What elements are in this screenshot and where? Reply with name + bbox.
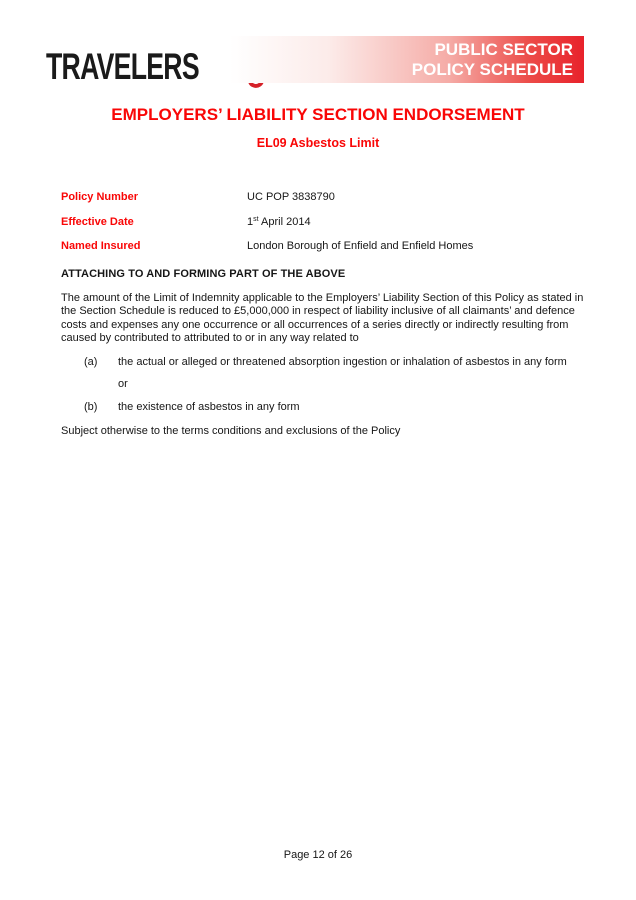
list-text-b: the existence of asbestos in any form [118,401,300,413]
effective-date-value [247,217,311,229]
travelers-wordmark: TRAVELERS [46,46,199,87]
header-banner [230,36,584,83]
paragraph-line: costs and expenses any one occurrence or all occurrences of a series directly or indirectly resulting from [61,318,569,331]
page-subtitle: EL09 Asbestos Limit [256,136,380,150]
policy-number-row [61,192,581,204]
page-number: Page 12 of 26 [283,849,353,861]
policy-details [61,192,581,266]
list-marker-b: (b) [84,401,98,413]
page-title: EMPLOYERS’ LIABILITY SECTION ENDORSEMENT [111,105,525,124]
named-insured-row [61,241,581,253]
date-day: 1 [247,215,254,228]
list-item-or: or [118,378,128,390]
list-text-a: the actual or alleged or threatened absorption ingestion or inhalation of asbestos in any form [118,356,567,368]
named-insured-label: Named Insured [61,240,141,252]
policy-number-label: Policy Number [61,191,139,203]
banner-line-public-sector: PUBLIC SECTOR [434,39,573,59]
effective-date-row [61,217,581,229]
date-month-year: April 2014 [258,215,311,228]
named-insured-value: London Borough of Enfield and Enfield Homes [247,240,474,252]
body-paragraph [61,292,583,346]
paragraph-line: the Section Schedule is reduced to £5,000,000 in respect of liability inclusive of all claimants’ and defence [61,305,575,318]
date-ordinal: st [253,215,259,223]
closing-statement: Subject otherwise to the terms conditions and exclusions of the Policy [61,425,401,437]
list-item-a [84,356,567,368]
paragraph-line: The amount of the Limit of Indemnity applicable to the Employers’ Liability Section of this Policy as stated in [61,292,584,304]
list-item-b [84,401,300,413]
policy-number-value: UC POP 3838790 [247,191,335,203]
paragraph-line: caused by contributed to attributed to or in any way related to [61,332,359,345]
banner-line-policy-schedule: POLICY SCHEDULE [411,59,573,79]
list-marker-a: (a) [84,356,98,368]
attaching-heading: ATTACHING TO AND FORMING PART OF THE ABOVE [61,268,346,280]
travelers-logo [46,46,258,87]
effective-date-label: Effective Date [61,215,134,228]
